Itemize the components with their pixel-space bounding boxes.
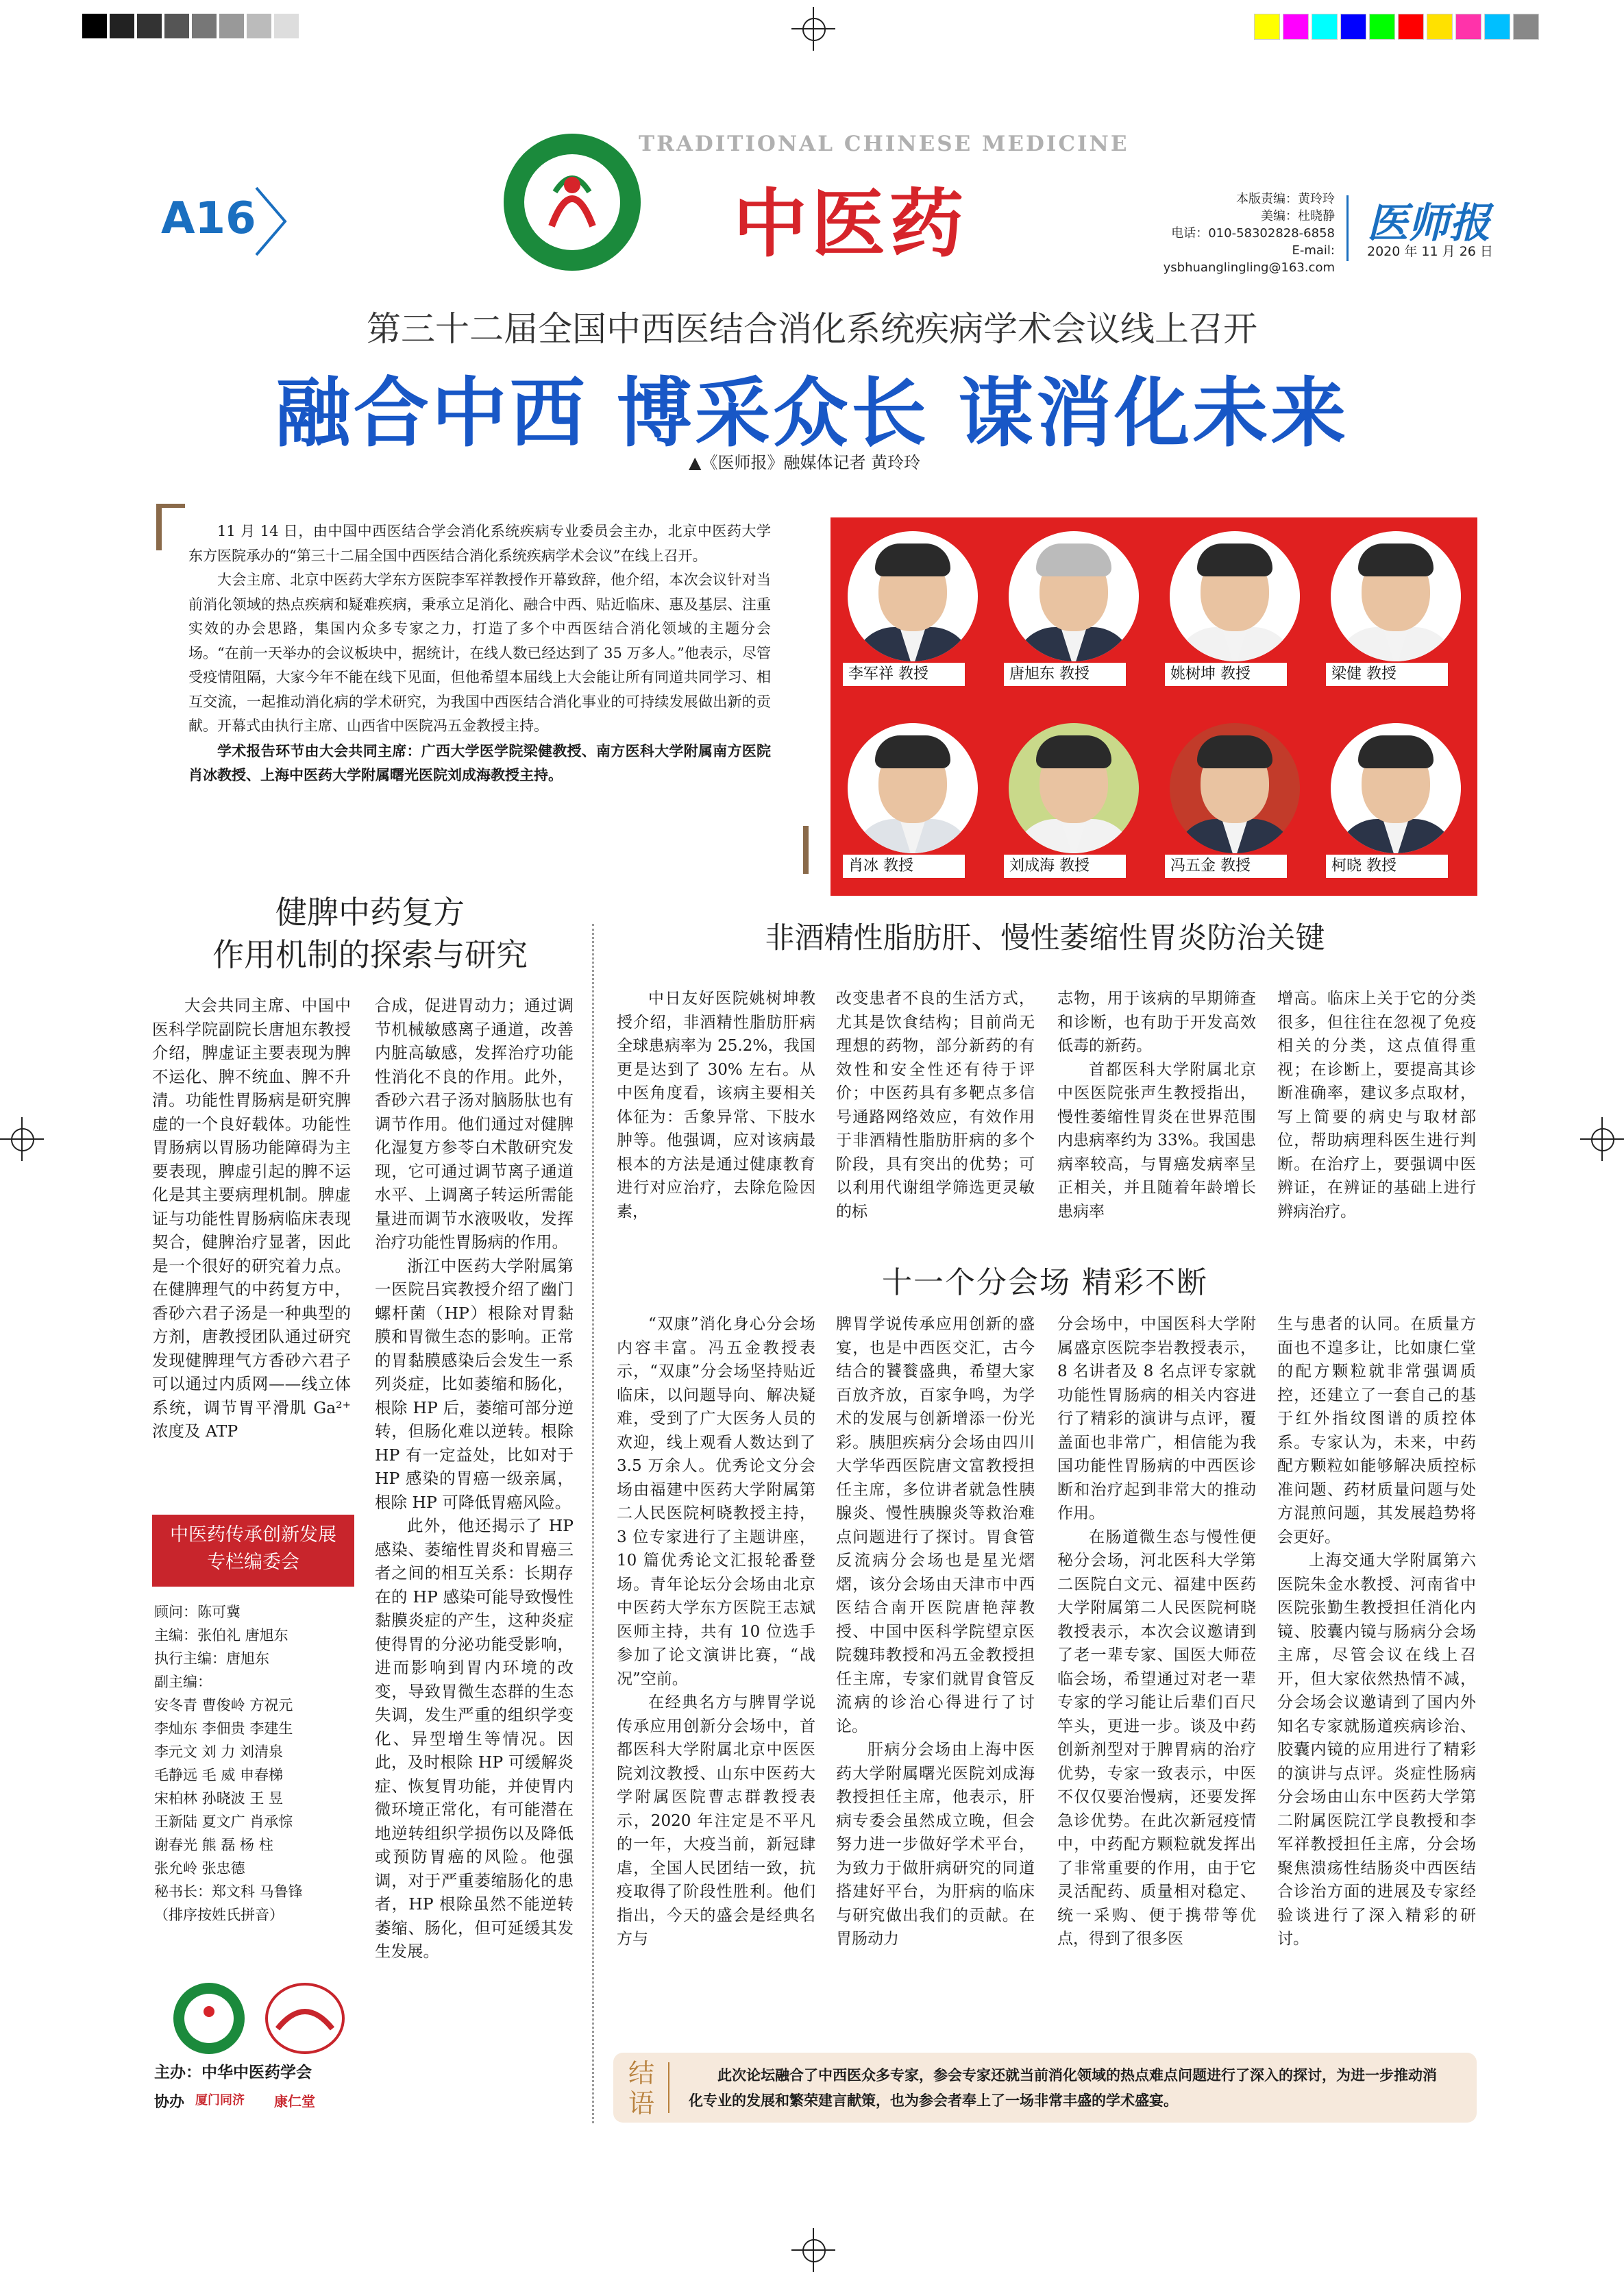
section1-title-line: 健脾中药复方 — [275, 894, 465, 931]
section1-title — [151, 891, 589, 976]
section2-col4 — [1277, 987, 1476, 1223]
headline-main: 融合中西 博采众长 谋消化未来 — [275, 369, 1349, 457]
intro-paragraph: 11 月 14 日，由中国中西医结合学会消化系统疾病专业委员会主办，北京中医药大学东方医院承办的“第三十二届全国中西医结合消化系统疾病学术会议”在线上召开。 — [188, 523, 771, 564]
section2-title: 非酒精性脂肪肝、慢性萎缩性胃炎防治关键 — [765, 921, 1325, 955]
section3-paragraph: 在经典名方与脾胃学说传承应用创新分会场中，首都医科大学附属北京中医医院刘汶教授、山东中医药大学附属医院曹志群教授表示，2020 年注定是不平凡的一年，大疫当前，新冠肆虐，全国人民团结一致，抗疫取得了阶段性胜利。他们指出，今天的盛会是经典名方与 — [617, 1694, 815, 1948]
professor-name: 姚树坤 教授 — [1165, 663, 1287, 686]
conclusion-text: 此次论坛融合了中西医众多专家，参会专家还就当前消化领域的热点难点问题进行了深入的探讨，为进一步推动消化专业的发展和繁荣建言献策，也为参会者奉上了一场非常丰盛的学术盛宴。 — [689, 2066, 1437, 2109]
section3-paragraph: “双康”消化身心分会场内容丰富。冯五金教授表示，“双康”分会场坚持贴近临床，以问题导向、解决疑难，受到了广大医务人员的欢迎，线上观看人数达到了 3.5 万余人。优秀论文分会场由福建中医药大学附属第二人民医院柯晓教授主持，3 位专家进行了主题讲座，10 篇优秀论文汇报轮番登场。青年论坛分会场由北京中医药大学东方医院王志斌医师主持，共有 10 位选手参加了论文演讲比赛，“战况”空前。 — [617, 1315, 815, 1688]
registration-mark-top — [791, 7, 835, 51]
board-line: 秘书长：郑文科 马鲁锋 — [154, 1883, 303, 1900]
section1-paragraph: 大会共同主席、中国中医科学院副院长唐旭东教授介绍，脾虚证主要表现为脾不运化、脾不统血、脾不升清。功能性胃肠病是研究脾虚的一个良好载体。功能性胃肠病以胃肠功能障碍为主要表现，脾虚引起的脾不运化是其主要病理机制。脾虚证与功能性胃肠病临床表现契合，健脾治疗显著，因此是一个很好的研究着力点。在健脾理气的中药复方中，香砂六君子汤是一种典型的方剂，唐教授团队通过研究发现健脾理气方香砂六君子可以通过内质网——线立体系统，调节胃平滑肌 Ga²⁺ 浓度及 ATP — [152, 996, 351, 1441]
registration-mark-bottom — [791, 2228, 835, 2272]
conclusion-label: 结语 — [628, 2058, 655, 2118]
board-line: 副主编： — [154, 1674, 212, 1690]
column-divider-dotted — [592, 924, 596, 2123]
board-line: 谢春光 熊 磊 杨 柱 — [154, 1837, 273, 1853]
section1-paragraph: 浙江中医药大学附属第一医院吕宾教授介绍了幽门螺杆菌（HP）根除对胃黏膜和胃微生态的影响。正常的胃黏膜感染后会发生一系列炎症，比如萎缩和肠化，根除 HP 后，萎缩可部分逆转，但肠化难以逆转。根除 HP 有一定益处，比如对于 HP 感染的胃癌一级亲属，根除 HP 可降低胃癌风险。 — [375, 1256, 574, 1512]
intro-corner-right — [803, 826, 809, 874]
intro-corner-left-top — [156, 504, 185, 508]
association-logo — [500, 130, 644, 274]
professor-name: 梁健 教授 — [1326, 663, 1448, 686]
section2-paragraph: 中日友好医院姚树坤教授介绍，非酒精性脂肪肝病全球患病率为 25.2%，我国更是达到了 30% 左右。从中医角度看，该病主要相关体征为：舌象异常、下肢水肿等。他强调，应对该病最根本的方法是通过健康教育进行对应治疗，去除危险因素， — [617, 990, 815, 1221]
sponsor-emblem — [264, 1981, 346, 2056]
board-line: 顾问：陈可冀 — [154, 1604, 241, 1620]
association-logo-small — [171, 1981, 247, 2056]
section3-paragraph: 脾胃学说传承应用创新的盛宴，也是中西医交汇，古今结合的饕餮盛典，希望大家百放齐放，百家争鸣，为学术的发展与创新增添一份光彩。胰胆疾病分会场由四川大学华西医院唐文富教授担任主席，多位讲者就急性胰腺炎、慢性胰腺炎等救治难点问题进行了探讨。胃食管反流病分会场也是星光熠熠，该分会场由天津市中西医结合南开医院唐艳萍教授、中国中医科学院望京医院魏玮教授和冯五金教授担任主席，专家们就胃食管反流病的诊治心得进行了讨论。 — [836, 1315, 1035, 1735]
board-line: （排序按姓氏拼音） — [154, 1907, 284, 1923]
professor-name: 冯五金 教授 — [1165, 855, 1287, 878]
board-members — [154, 1600, 360, 1927]
intro-text — [188, 520, 771, 787]
cohost-logo: 厦门同济 — [195, 2093, 245, 2108]
headline-kicker: 第三十二届全国中西医结合消化系统疾病学术会议线上召开 — [367, 309, 1257, 349]
section3-title: 十一个分会场 精彩不断 — [882, 1265, 1208, 1300]
board-title: 中医药传承创新发展 — [170, 1524, 336, 1546]
byline: ▲《医师报》融媒体记者 黄玲玲 — [689, 453, 921, 472]
board-line: 李元文 刘 力 刘清泉 — [154, 1744, 284, 1760]
registration-mark-right — [1580, 1117, 1624, 1161]
section3-col3 — [1057, 1312, 1256, 1951]
section2-col3 — [1057, 987, 1256, 1223]
professor-photo — [992, 517, 1156, 689]
board-host: 主办：中华中医药学会 — [154, 2064, 312, 2081]
professor-photo — [1153, 709, 1317, 881]
board-line: 张允岭 张忠德 — [154, 1860, 245, 1877]
header-divider — [1346, 195, 1349, 261]
registration-mark-left — [0, 1117, 44, 1161]
conclusion-divider — [668, 2062, 669, 2113]
section2-paragraph: 首都医科大学附属北京中医医院张声生教授指出，慢性萎缩性胃炎在世界范围内患病率约为 33%。我国患病率较高，与胃癌发病率呈正相关，并且随着年龄增长患病率 — [1057, 1060, 1256, 1221]
board-line: 安冬青 曹俊岭 方祝元 — [154, 1697, 293, 1713]
credit-art: 美编：杜晓静 — [1261, 209, 1335, 223]
section1-paragraph: 此外，他还揭示了 HP 感染、萎缩性胃炎和胃癌三者之间的相互关系：长期存在的 HP 感染可能导致慢性黏膜炎症的产生，这种炎症使得胃的分泌功能受影响，进而影响到胃内环境的改变，导致胃微生态群的生态失调，发生严重的组织学变化、异型增生等情况。因此，及时根除 HP 可缓解炎症、恢复胃功能，并使胃内微环境正常化，有可能潜在地逆转组织学损伤以及降低或预防胃癌的风险。他强调，对于严重萎缩肠化的患者，HP 根除虽然不能逆转萎缩、肠化，但可延缓其发生发展。 — [375, 1516, 574, 1961]
section1-title-line: 作用机制的探索与研究 — [212, 936, 528, 973]
professor-name: 柯晓 教授 — [1326, 855, 1448, 878]
section3-paragraph: 上海交通大学附属第六医院朱金水教授、河南省中医院张勤生教授担任消化内镜、胶囊内镜与肠病分会场主席，尽管会议在线上召开，但大家依然热情不减，分会场会议邀请到了国内外知名专家就肠道疾病诊治、胶囊内镜的应用进行了精彩的演讲与点评。炎症性肠病分会场由山东中医药大学第二附属医院江学良教授和李军祥教授担任主席，分会场聚焦溃疡性结肠炎中西医结合诊治方面的进展及专家经验谈进行了深入精彩的研讨。 — [1277, 1552, 1476, 1948]
section2-paragraph: 增高。临床上关于它的分类很多，但往往在忽视了免疫相关的分类，这点值得重视；在诊断上，要提高其诊断准确率，建议多点取材，写上简要的病史与取材部位，帮助病理科医生进行判断。在治疗上，要强调中医辨证，在辨证的基础上进行辨病治疗。 — [1277, 990, 1476, 1221]
board-title-box — [152, 1515, 354, 1587]
intro-corner-left — [156, 504, 162, 550]
section3-paragraph: 在肠道微生态与慢性便秘分会场，河北医科大学第二医院白文元、福建中医药大学附属第二人民医院柯晓教授表示，本次会议邀请到了老一辈专家、国医大师莅临会场，希望通过对老一辈专家的学习能让后辈们百尺竿头，更进一步。谈及中药创新剂型对于脾胃病的治疗优势，专家一致表示，中医不仅仅要治慢病，还要发挥急诊优势。在此次新冠疫情中，中药配方颗粒就发挥出了非常重要的作用，由于它灵活配药、质量相对稳定、统一采购、便于携带等优点，得到了很多医 — [1057, 1528, 1256, 1948]
chevron-right-icon — [252, 184, 291, 259]
credit-phone: 电话：010-58302828-6858 — [1171, 226, 1335, 241]
professor-name: 肖冰 教授 — [843, 855, 965, 878]
section-english-title: TRADITIONAL CHINESE MEDICINE — [639, 132, 1129, 156]
board-line: 李灿东 李佃贵 李建生 — [154, 1720, 293, 1737]
board-subtitle: 专栏编委会 — [207, 1552, 299, 1573]
section1-col1 — [152, 994, 351, 1443]
section2-paragraph: 志物，用于该病的早期筛查和诊断，也有助于开发高效低毒的新药。 — [1057, 990, 1256, 1055]
section3-col4 — [1277, 1312, 1476, 1951]
editor-credits — [1158, 191, 1335, 276]
board-line: 毛静远 毛 威 申春梯 — [154, 1767, 284, 1783]
intro-paragraph: 大会主席、北京中医药大学东方医院李军祥教授作开幕致辞，他介绍，本次会议针对当前消化领域的热点疾病和疑难疾病，秉承立足消化、融合中西、贴近临床、惠及基层、注重实效的办会思路，集国内众多专家之力，打造了多个中西医结合消化领域的主题分会场。“在前一天举办的会议板块中，据统计，在线人数已经达到了 35 万多人。”他表示，尽管受疫情阻隔，大家今年不能在线下见面，但他希望本届线上大会能让所有同道共同学习、相互交流，一起推动消化病的学术研究，为我国中西医结合消化事业的可持续发展做出新的贡献。开幕式由执行主席、山西省中医院冯五金教授主持。 — [188, 572, 771, 734]
conclusion-box — [613, 2053, 1477, 2123]
board-line: 宋柏林 孙晓波 王 昱 — [154, 1790, 284, 1807]
professor-photo — [1153, 517, 1317, 689]
section2-col2 — [836, 987, 1035, 1223]
section3-paragraph: 生与患者的认同。在质量方面也不遑多让，比如康仁堂的配方颗粒就非常强调质控，还建立了一套自己的基于红外指纹图谱的质控体系。专家认为，未来，中药配方颗粒如能够解决质控标准问题、药材质量问题与处方混煎问题，其发展趋势将会更好。 — [1277, 1315, 1476, 1546]
cohost-label: 协办 — [154, 2094, 185, 2111]
professor-photo — [1314, 709, 1478, 881]
masthead: 医师报 — [1367, 199, 1490, 247]
professor-photo — [831, 517, 995, 689]
professor-photo — [1314, 517, 1478, 689]
board-line: 主编：张伯礼 唐旭东 — [154, 1627, 288, 1644]
section1-col2 — [375, 994, 574, 1964]
intro-paragraph: 学术报告环节由大会共同主席：广西大学医学院梁健教授、南方医科大学附属南方医院肖冰教授、上海中医药大学附属曙光医院刘成海教授主持。 — [188, 742, 771, 783]
board-line: 执行主编：唐旭东 — [154, 1650, 269, 1667]
section-title: 中医药 — [733, 182, 968, 267]
section3-paragraph: 分会场中，中国医科大学附属盛京医院李岩教授表示，8 名讲者及 8 名点评专家就功能性胃肠病的相关内容进行了精彩的演讲与点评，覆盖面也非常广，相信能为我国功能性胃肠病的中西医诊断和治疗起到非常大的推动作用。 — [1057, 1315, 1256, 1522]
professor-photo — [992, 709, 1156, 881]
section3-col1 — [617, 1312, 815, 1951]
professor-name: 刘成海 教授 — [1004, 855, 1126, 878]
issue-date: 2020 年 11 月 26 日 — [1367, 244, 1493, 259]
credit-email: E-mail: ysbhuanglingling@163.com — [1163, 243, 1335, 275]
professor-name: 唐旭东 教授 — [1004, 663, 1126, 686]
professor-photo — [831, 709, 995, 881]
cohost-logo: 康仁堂 — [274, 2093, 315, 2110]
black-calibration-bar — [82, 14, 302, 38]
professor-name: 李军祥 教授 — [843, 663, 965, 686]
credit-editor: 本版责编：黄玲玲 — [1236, 192, 1335, 206]
color-calibration-bar — [1254, 14, 1542, 40]
section3-col2 — [836, 1312, 1035, 1951]
section2-paragraph: 改变患者不良的生活方式，尤其是饮食结构；目前尚无理想的药物，部分新药的有效性和安全性还有待于评价；中医药具有多靶点多信号通路网络效应，有效作用于非酒精性脂肪肝病的多个阶段，具有突出的优势；可以利用代谢组学筛选更灵敏的标 — [836, 990, 1035, 1221]
professor-photo-panel — [831, 517, 1477, 896]
section2-col1 — [617, 987, 815, 1223]
board-line: 王新陆 夏文广 肖承悰 — [154, 1813, 293, 1830]
section1-paragraph: 合成，促进胃动力；通过调节机械敏感离子通道，改善内脏高敏感，发挥治疗功能性消化不良的作用。此外，香砂六君子汤对脑肠肽也有调节作用。他们通过对健脾化湿复方参苓白术散研究发现，它可通过调节离子通道水平、上调离子转运所需能量进而调节水液吸收，发挥治疗功能性胃肠病的作用。 — [375, 996, 574, 1251]
page-number: A16 — [161, 193, 256, 244]
section3-paragraph: 肝病分会场由上海中医药大学附属曙光医院刘成海教授担任主席，他表示，肝病专委会虽然成立晚，但会努力进一步做好学术平台，为致力于做肝病研究的同道搭建好平台，为肝病的临床与研究做出我们的贡献。在胃肠动力 — [836, 1741, 1035, 1948]
